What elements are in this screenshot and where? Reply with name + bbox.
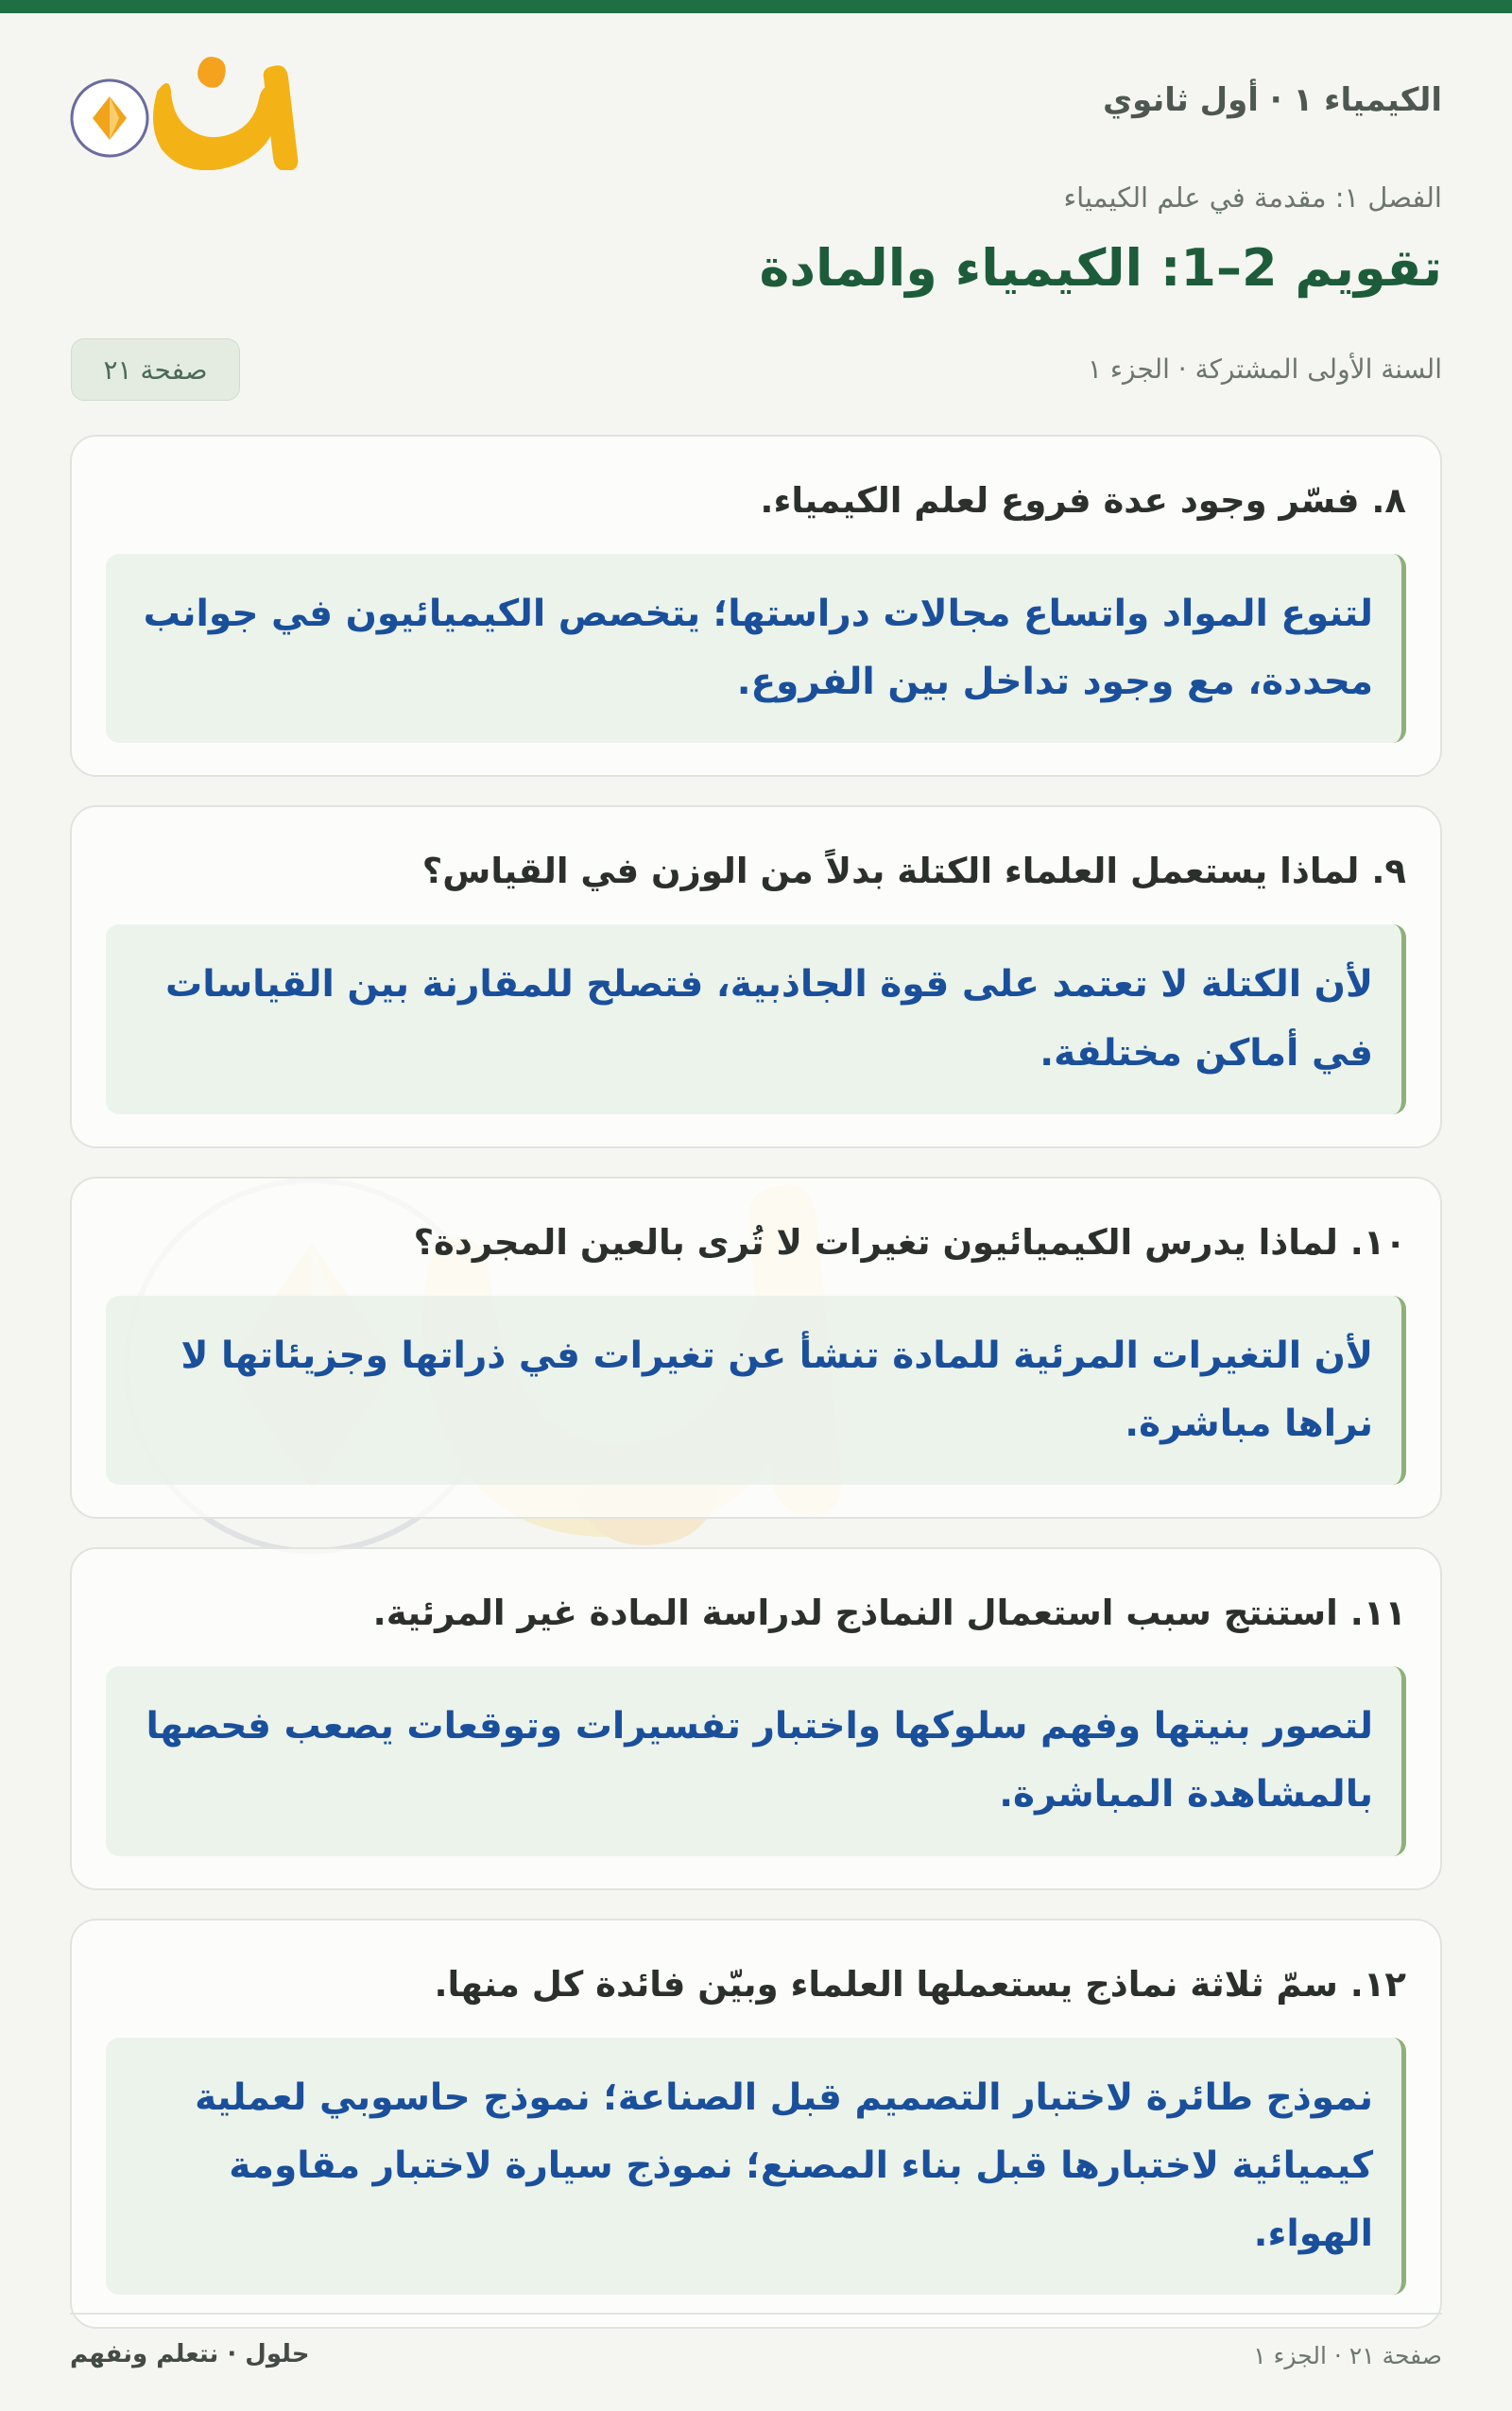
question-number: ١٢.	[1349, 1963, 1406, 2005]
answer-box: لأن الكتلة لا تعتمد على قوة الجاذبية، فتصلح للمقارنة بين القياسات في أماكن مختلفة.	[106, 924, 1406, 1113]
answer-box: نموذج طائرة لاختبار التصميم قبل الصناعة؛ نموذج حاسوبي لعملية كيميائية لاختبارها قبل بناء المصنع؛ نموذج سيارة لاختبار مقاومة الهواء.	[106, 2038, 1406, 2295]
question-text	[106, 849, 1406, 894]
hulul-logo-icon[interactable]	[70, 47, 325, 170]
question-body: سمّ ثلاثة نماذج يستعملها العلماء وبيّن فائدة كل منها.	[434, 1963, 1338, 2005]
question-number: ٩.	[1371, 851, 1406, 892]
lesson-title: تقويم 2–1: الكيمياء والمادة	[759, 238, 1442, 298]
answer-box: لأن التغيرات المرئية للمادة تنشأ عن تغيرات في ذراتها وجزيئاتها لا نراها مباشرة.	[106, 1296, 1406, 1485]
question-text	[106, 478, 1406, 524]
footer-divider	[70, 2313, 1442, 2315]
answer-box: لتنوع المواد واتساع مجالات دراستها؛ يتخصص الكيميائيون في جوانب محددة، مع وجود تداخل بين الفروع.	[106, 554, 1406, 743]
footer-brand: حلول · نتعلم ونفهم	[70, 2340, 310, 2368]
question-card	[70, 1547, 1442, 1889]
question-card	[70, 805, 1442, 1147]
question-number: ١١.	[1349, 1593, 1406, 1634]
chapter-label: الفصل ١: مقدمة في علم الكيمياء	[1063, 181, 1442, 214]
question-text	[106, 1962, 1406, 2007]
top-accent-bar	[0, 0, 1512, 13]
page-number-badge: صفحة ٢١	[71, 338, 240, 401]
course-title: الكيمياء ١ · أول ثانوي	[1103, 81, 1442, 119]
footer-page-info: صفحة ٢١ · الجزء ١	[1253, 2342, 1442, 2369]
question-body: لماذا يدرس الكيميائيون تغيرات لا تُرى بالعين المجردة؟	[413, 1221, 1338, 1263]
question-body: لماذا يستعمل العلماء الكتلة بدلاً من الوزن في القياس؟	[421, 851, 1360, 892]
question-body: فسّر وجود عدة فروع لعلم الكيمياء.	[760, 480, 1360, 521]
question-card	[70, 1177, 1442, 1519]
questions-list	[70, 435, 1442, 2357]
question-card	[70, 1919, 1442, 2330]
question-text	[106, 1220, 1406, 1266]
grade-part-label: السنة الأولى المشتركة · الجزء ١	[1087, 353, 1442, 385]
question-body: استنتج سبب استعمال النماذج لدراسة المادة غير المرئية.	[372, 1593, 1338, 1634]
question-number: ٨.	[1371, 480, 1406, 521]
question-card	[70, 435, 1442, 777]
question-number: ١٠.	[1349, 1221, 1406, 1263]
question-text	[106, 1591, 1406, 1636]
page-header	[70, 38, 1442, 170]
answer-box: لتصور بنيتها وفهم سلوكها واختبار تفسيرات وتوقعات يصعب فحصها بالمشاهدة المباشرة.	[106, 1666, 1406, 1855]
